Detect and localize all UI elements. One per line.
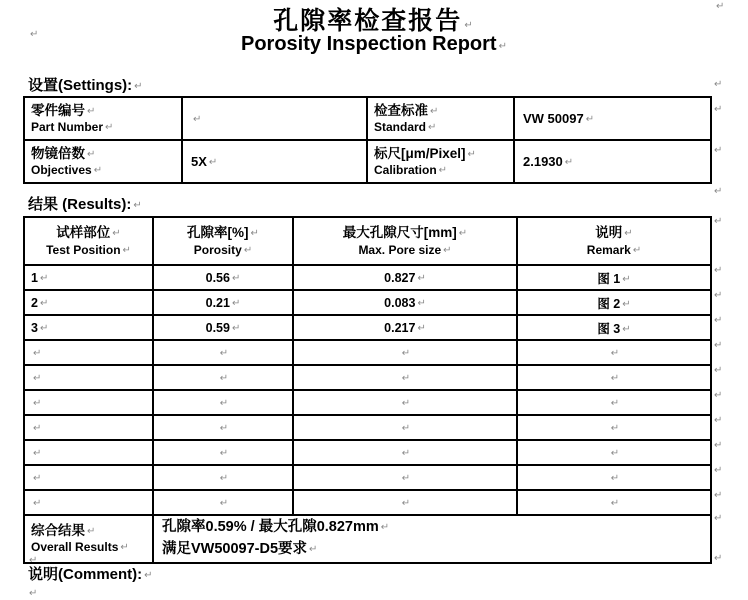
cell-remark (517, 490, 711, 515)
paragraph-mark-icon: ↵ (714, 415, 723, 426)
paragraph-mark-icon: ↵ (39, 272, 49, 284)
cell-max-pore: 0.827 ↵ (293, 265, 517, 290)
results-row-10 (24, 490, 711, 515)
results-row-5 (24, 365, 711, 390)
paragraph-mark-icon: ↵ (714, 104, 723, 115)
cell-remark: 图 1 ↵ (517, 265, 711, 290)
settings-label-objectives (24, 140, 182, 183)
paragraph-mark-icon: ↵ (443, 244, 452, 256)
cell-max-pore (293, 390, 517, 415)
paragraph-mark-icon: ↵ (714, 390, 723, 401)
paragraph-mark-icon: ↵ (716, 1, 725, 12)
paragraph-mark-icon: ↵ (714, 553, 723, 564)
paragraph-mark-icon: ↵ (622, 273, 631, 285)
settings-value-part-number (182, 97, 367, 140)
col-header-en: Test Position (46, 242, 121, 257)
results-row-2 (24, 290, 711, 315)
cell-position: 3 ↵ (24, 315, 153, 340)
paragraph-mark-icon: ↵ (585, 114, 595, 125)
paragraph-mark-icon: ↵ (243, 244, 253, 256)
paragraph-mark-icon: ↵ (417, 297, 426, 309)
settings-label-part-number (24, 97, 182, 140)
col-header-zh: 孔隙率[%] (187, 225, 249, 241)
paragraph-mark-icon: ↵ (33, 422, 42, 434)
settings-row (24, 97, 711, 140)
results-row-7 (24, 415, 711, 440)
cell-position (24, 390, 153, 415)
cell-position: 1 ↵ (24, 265, 153, 290)
col-header-zh: 说明 (595, 225, 623, 241)
paragraph-mark-icon: ↵ (401, 397, 411, 409)
col-header-en: Remark (586, 242, 631, 257)
cell-porosity: 0.59 ↵ (153, 315, 293, 340)
value-text: 5X (191, 154, 207, 169)
cell-porosity (153, 415, 293, 440)
paragraph-mark-icon: ↵ (39, 297, 49, 309)
cell-max-pore (293, 340, 517, 365)
cell-max-pore: 0.217 ↵ (293, 315, 517, 340)
cell-position (24, 465, 153, 490)
paragraph-mark-icon: ↵ (610, 372, 620, 384)
cell-remark (517, 340, 711, 365)
col-header-test-position (24, 217, 153, 265)
label-zh: 检查标准 (374, 103, 428, 119)
label-en: Overall Results (31, 540, 119, 555)
paragraph-mark-icon: ↵ (714, 340, 723, 351)
label-en: Part Number (31, 119, 104, 134)
paragraph-mark-icon: ↵ (714, 145, 723, 156)
paragraph-mark-icon: ↵ (714, 265, 723, 276)
col-header-en: Porosity (193, 242, 242, 257)
paragraph-mark-icon: ↵ (134, 81, 143, 92)
col-header-porosity (153, 217, 293, 265)
col-header-zh: 试样部位 (56, 225, 111, 241)
cell-remark (517, 390, 711, 415)
paragraph-mark-icon: ↵ (250, 228, 259, 240)
label-zh: 物镜倍数 (31, 146, 85, 162)
paragraph-mark-icon: ↵ (231, 272, 241, 284)
overall-line2: 满足VW50097-D5要求 (162, 540, 308, 557)
cell-position (24, 490, 153, 515)
paragraph-mark-icon: ↵ (33, 472, 42, 484)
settings-value-objectives (182, 140, 367, 183)
paragraph-mark-icon: ↵ (120, 542, 129, 554)
cell-porosity (153, 440, 293, 465)
cell-porosity (153, 490, 293, 515)
results-row-3 (24, 315, 711, 340)
paragraph-mark-icon: ↵ (417, 272, 426, 284)
paragraph-mark-icon: ↵ (401, 472, 411, 484)
paragraph-mark-icon: ↵ (610, 397, 620, 409)
cell-max-pore (293, 465, 517, 490)
cell-remark (517, 415, 711, 440)
paragraph-mark-icon: ↵ (632, 244, 642, 256)
paragraph-mark-icon: ↵ (231, 297, 241, 309)
settings-label-calibration (367, 140, 514, 183)
cell-porosity: 0.21 ↵ (153, 290, 293, 315)
paragraph-mark-icon: ↵ (231, 322, 241, 334)
paragraph-mark-icon: ↵ (112, 228, 121, 240)
cell-position (24, 340, 153, 365)
paragraph-mark-icon: ↵ (714, 186, 723, 197)
results-table (23, 216, 712, 564)
paragraph-mark-icon: ↵ (428, 121, 437, 133)
paragraph-mark-icon: ↵ (219, 472, 229, 484)
paragraph-mark-icon: ↵ (219, 397, 229, 409)
results-row-8 (24, 440, 711, 465)
report-title-en (0, 33, 748, 56)
paragraph-mark-icon: ↵ (33, 372, 42, 384)
report-title-zh (0, 1, 748, 37)
cell-porosity (153, 340, 293, 365)
paragraph-mark-icon: ↵ (714, 440, 723, 451)
paragraph-mark-icon: ↵ (610, 422, 620, 434)
paragraph-mark-icon: ↵ (401, 372, 411, 384)
cell-remark: 图 3 ↵ (517, 315, 711, 340)
paragraph-mark-icon: ↵ (417, 322, 426, 334)
overall-results-row (24, 515, 711, 563)
cell-position (24, 415, 153, 440)
label-zh: 标尺[μm/Pixel] (374, 146, 466, 162)
paragraph-mark-icon: ↵ (467, 149, 476, 161)
report-title-en-text: Porosity Inspection Report (241, 33, 497, 55)
paragraph-mark-icon: ↵ (219, 447, 229, 459)
results-heading-text: 结果 (Results): (28, 196, 132, 213)
value-text: VW 50097 (523, 111, 584, 126)
paragraph-mark-icon: ↵ (193, 114, 202, 125)
paragraph-mark-icon: ↵ (714, 490, 723, 501)
paragraph-mark-icon: ↵ (438, 164, 448, 176)
paragraph-mark-icon: ↵ (714, 315, 723, 326)
cell-porosity (153, 365, 293, 390)
paragraph-mark-icon: ↵ (714, 465, 723, 476)
cell-remark: 图 2 ↵ (517, 290, 711, 315)
settings-label-standard (367, 97, 514, 140)
paragraph-mark-icon: ↵ (93, 164, 103, 176)
overall-results-label (24, 515, 153, 563)
paragraph-mark-icon: ↵ (33, 347, 42, 359)
settings-heading (28, 74, 143, 95)
paragraph-mark-icon: ↵ (714, 513, 723, 524)
paragraph-mark-icon: ↵ (219, 347, 229, 359)
settings-row (24, 140, 711, 183)
cell-position (24, 440, 153, 465)
paragraph-mark-icon: ↵ (430, 106, 439, 118)
results-row-4 (24, 340, 711, 365)
paragraph-mark-icon: ↵ (219, 422, 229, 434)
cell-position (24, 365, 153, 390)
paragraph-mark-icon: ↵ (219, 372, 229, 384)
overall-results-value (153, 515, 711, 563)
col-header-zh: 最大孔隙尺寸[mm] (342, 225, 457, 241)
paragraph-mark-icon: ↵ (122, 244, 131, 256)
paragraph-mark-icon: ↵ (87, 526, 96, 538)
paragraph-mark-icon: ↵ (133, 200, 142, 211)
paragraph-mark-icon: ↵ (401, 347, 411, 359)
results-row-9 (24, 465, 711, 490)
comment-heading-text: 说明(Comment): (28, 566, 143, 583)
paragraph-mark-icon: ↵ (622, 298, 631, 310)
paragraph-mark-icon: ↵ (610, 497, 620, 509)
paragraph-mark-icon: ↵ (564, 157, 574, 168)
settings-table (23, 96, 712, 184)
cell-max-pore (293, 365, 517, 390)
paragraph-mark-icon: ↵ (33, 497, 42, 509)
cell-remark (517, 440, 711, 465)
settings-value-standard (514, 97, 711, 140)
paragraph-mark-icon: ↵ (30, 29, 39, 40)
cell-max-pore (293, 415, 517, 440)
paragraph-mark-icon: ↵ (380, 522, 390, 533)
results-header-row (24, 217, 711, 265)
results-row-6 (24, 390, 711, 415)
paragraph-mark-icon: ↵ (610, 347, 620, 359)
label-en: Calibration (374, 162, 437, 177)
paragraph-mark-icon: ↵ (714, 79, 723, 90)
paragraph-mark-icon: ↵ (714, 365, 723, 376)
paragraph-mark-icon: ↵ (87, 149, 96, 161)
overall-line1: 孔隙率0.59% / 最大孔隙0.827mm (162, 519, 379, 535)
paragraph-mark-icon: ↵ (458, 228, 468, 240)
label-en: Standard (374, 119, 427, 134)
paragraph-mark-icon: ↵ (144, 570, 153, 581)
settings-heading-text: 设置(Settings): (28, 77, 133, 94)
comment-heading (28, 563, 153, 584)
paragraph-mark-icon: ↵ (208, 157, 218, 168)
paragraph-mark-icon: ↵ (610, 472, 620, 484)
cell-porosity (153, 390, 293, 415)
paragraph-mark-icon: ↵ (464, 20, 475, 31)
paragraph-mark-icon: ↵ (610, 447, 620, 459)
paragraph-mark-icon: ↵ (39, 322, 49, 334)
results-row-1 (24, 265, 711, 290)
paragraph-mark-icon: ↵ (401, 447, 411, 459)
cell-position: 2 ↵ (24, 290, 153, 315)
paragraph-mark-icon: ↵ (87, 106, 96, 118)
cell-remark (517, 365, 711, 390)
cell-porosity (153, 465, 293, 490)
settings-value-calibration (514, 140, 711, 183)
cell-remark (517, 465, 711, 490)
paragraph-mark-icon: ↵ (498, 41, 507, 52)
paragraph-mark-icon: ↵ (219, 497, 229, 509)
paragraph-mark-icon: ↵ (29, 588, 38, 599)
paragraph-mark-icon: ↵ (105, 121, 114, 133)
paragraph-mark-icon: ↵ (29, 555, 38, 566)
col-header-en: Max. Pore size (358, 242, 442, 257)
paragraph-mark-icon: ↵ (401, 422, 411, 434)
cell-max-pore (293, 490, 517, 515)
cell-porosity: 0.56 ↵ (153, 265, 293, 290)
cell-max-pore: 0.083 ↵ (293, 290, 517, 315)
results-heading (28, 193, 142, 214)
paragraph-mark-icon: ↵ (624, 228, 633, 240)
cell-max-pore (293, 440, 517, 465)
report-title-zh-text: 孔隙率检查报告 (273, 8, 463, 35)
label-zh: 零件编号 (31, 103, 85, 119)
paragraph-mark-icon: ↵ (33, 397, 42, 409)
paragraph-mark-icon: ↵ (401, 497, 411, 509)
label-en: Objectives (31, 162, 92, 177)
col-header-max-pore-size (293, 217, 517, 265)
label-zh: 综合结果 (31, 523, 85, 539)
paragraph-mark-icon: ↵ (714, 216, 723, 227)
value-text: 2.1930 (523, 154, 563, 169)
paragraph-mark-icon: ↵ (622, 323, 631, 335)
paragraph-mark-icon: ↵ (309, 543, 318, 555)
paragraph-mark-icon: ↵ (33, 447, 42, 459)
col-header-remark (517, 217, 711, 265)
paragraph-mark-icon: ↵ (714, 290, 723, 301)
